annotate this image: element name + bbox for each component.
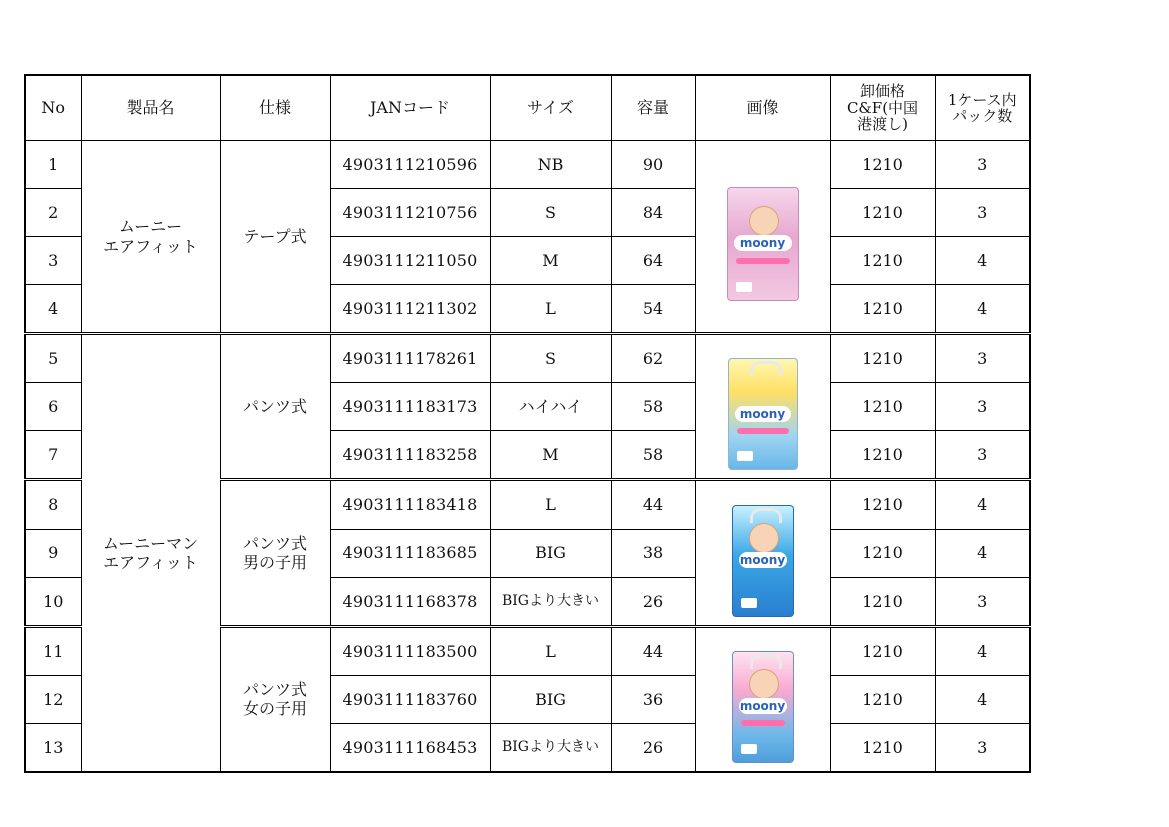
baby-face-icon <box>749 669 779 699</box>
cell-size: M <box>490 237 611 285</box>
cell-no: 8 <box>25 480 81 529</box>
cell-packs: 3 <box>935 383 1030 431</box>
cell-price: 1210 <box>830 577 935 626</box>
cell-price: 1210 <box>830 189 935 237</box>
stripe-decoration <box>736 258 790 264</box>
cell-no: 6 <box>25 383 81 431</box>
cell-capacity: 26 <box>611 577 695 626</box>
cell-jan-code: 4903111178261 <box>330 334 490 383</box>
cell-jan-code: 4903111183418 <box>330 480 490 529</box>
cell-no: 10 <box>25 577 81 626</box>
cell-image <box>695 141 830 334</box>
cell-product-name: ムーニーマン エアフィット <box>81 334 220 772</box>
cell-size: NB <box>490 141 611 189</box>
header-capacity: 容量 <box>611 75 695 141</box>
stripe-decoration <box>741 720 785 726</box>
cell-jan-code: 4903111183258 <box>330 431 490 480</box>
cell-size: S <box>490 189 611 237</box>
cell-no: 3 <box>25 237 81 285</box>
cell-capacity: 26 <box>611 723 695 772</box>
header-size: サイズ <box>490 75 611 141</box>
cell-no: 9 <box>25 529 81 577</box>
cell-jan-code: 4903111168378 <box>330 577 490 626</box>
cell-size: BIGより大きい <box>490 577 611 626</box>
cell-price: 1210 <box>830 237 935 285</box>
header-image: 画像 <box>695 75 830 141</box>
baby-face-icon <box>749 206 779 236</box>
cell-packs: 3 <box>935 141 1030 189</box>
cell-size: L <box>490 626 611 675</box>
brand-logo: moony <box>735 406 791 422</box>
cell-capacity: 90 <box>611 141 695 189</box>
cell-size: BIG <box>490 675 611 723</box>
brand-logo: moony <box>739 699 786 713</box>
cell-packs: 3 <box>935 723 1030 772</box>
cell-capacity: 44 <box>611 626 695 675</box>
cell-packs: 3 <box>935 431 1030 480</box>
package-handle-icon <box>750 508 782 523</box>
cell-packs: 3 <box>935 577 1030 626</box>
cell-jan-code: 4903111211302 <box>330 285 490 334</box>
cell-size: BIGより大きい <box>490 723 611 772</box>
cell-size: BIG <box>490 529 611 577</box>
cell-jan-code: 4903111210756 <box>330 189 490 237</box>
badge-icon <box>737 451 753 461</box>
cell-jan-code: 4903111211050 <box>330 237 490 285</box>
cell-no: 5 <box>25 334 81 383</box>
cell-image <box>695 480 830 626</box>
cell-spec: パンツ式 <box>220 334 330 480</box>
cell-size: ハイハイ <box>490 383 611 431</box>
cell-price: 1210 <box>830 480 935 529</box>
brand-logo: moony <box>734 235 792 251</box>
stripe-decoration <box>737 428 789 434</box>
cell-size: L <box>490 285 611 334</box>
cell-no: 13 <box>25 723 81 772</box>
cell-no: 2 <box>25 189 81 237</box>
cell-jan-code: 4903111183685 <box>330 529 490 577</box>
brand-logo: moony <box>739 552 786 567</box>
cell-packs: 4 <box>935 285 1030 334</box>
cell-jan-code: 4903111168453 <box>330 723 490 772</box>
moony-tape-package-icon <box>727 187 799 301</box>
cell-price: 1210 <box>830 675 935 723</box>
cell-capacity: 58 <box>611 431 695 480</box>
cell-price: 1210 <box>830 334 935 383</box>
badge-icon <box>741 598 757 608</box>
cell-packs: 4 <box>935 480 1030 529</box>
table-row <box>25 334 1030 383</box>
header-spec: 仕様 <box>220 75 330 141</box>
badge-icon <box>741 744 757 754</box>
table-header-row <box>25 75 1030 141</box>
cell-packs: 4 <box>935 675 1030 723</box>
product-price-sheet <box>24 74 1029 773</box>
cell-no: 1 <box>25 141 81 189</box>
cell-capacity: 44 <box>611 480 695 529</box>
cell-size: M <box>490 431 611 480</box>
cell-packs: 4 <box>935 626 1030 675</box>
cell-price: 1210 <box>830 383 935 431</box>
package-handle-icon <box>750 654 782 669</box>
cell-capacity: 58 <box>611 383 695 431</box>
moony-pants-girl-package-icon <box>732 651 794 763</box>
cell-size: S <box>490 334 611 383</box>
cell-spec: テープ式 <box>220 141 330 334</box>
baby-face-icon <box>749 523 779 553</box>
cell-capacity: 64 <box>611 237 695 285</box>
cell-price: 1210 <box>830 626 935 675</box>
header-product-name: 製品名 <box>81 75 220 141</box>
cell-packs: 3 <box>935 334 1030 383</box>
cell-image <box>695 334 830 480</box>
cell-no: 7 <box>25 431 81 480</box>
cell-capacity: 38 <box>611 529 695 577</box>
cell-spec: パンツ式 男の子用 <box>220 480 330 626</box>
header-jan-code: JANコード <box>330 75 490 141</box>
table-row <box>25 141 1030 189</box>
cell-capacity: 84 <box>611 189 695 237</box>
cell-no: 11 <box>25 626 81 675</box>
cell-capacity: 62 <box>611 334 695 383</box>
cell-jan-code: 4903111183500 <box>330 626 490 675</box>
cell-product-name: ムーニー エアフィット <box>81 141 220 334</box>
cell-price: 1210 <box>830 529 935 577</box>
header-price: 卸価格 C&F(中国 港渡し) <box>830 75 935 141</box>
package-handle-icon <box>750 361 782 376</box>
cell-capacity: 36 <box>611 675 695 723</box>
cell-packs: 3 <box>935 189 1030 237</box>
cell-price: 1210 <box>830 141 935 189</box>
cell-packs: 4 <box>935 529 1030 577</box>
moony-pants-package-icon <box>728 358 798 470</box>
cell-jan-code: 4903111210596 <box>330 141 490 189</box>
cell-jan-code: 4903111183760 <box>330 675 490 723</box>
cell-image <box>695 626 830 772</box>
cell-no: 12 <box>25 675 81 723</box>
cell-jan-code: 4903111183173 <box>330 383 490 431</box>
header-no: No <box>25 75 81 141</box>
cell-price: 1210 <box>830 723 935 772</box>
moony-pants-boy-package-icon <box>732 505 794 617</box>
badge-icon <box>736 282 752 292</box>
cell-spec: パンツ式 女の子用 <box>220 626 330 772</box>
cell-capacity: 54 <box>611 285 695 334</box>
cell-no: 4 <box>25 285 81 334</box>
cell-price: 1210 <box>830 431 935 480</box>
product-table <box>24 74 1031 773</box>
cell-packs: 4 <box>935 237 1030 285</box>
cell-size: L <box>490 480 611 529</box>
header-packs: 1ケース内 パック数 <box>935 75 1030 141</box>
cell-price: 1210 <box>830 285 935 334</box>
